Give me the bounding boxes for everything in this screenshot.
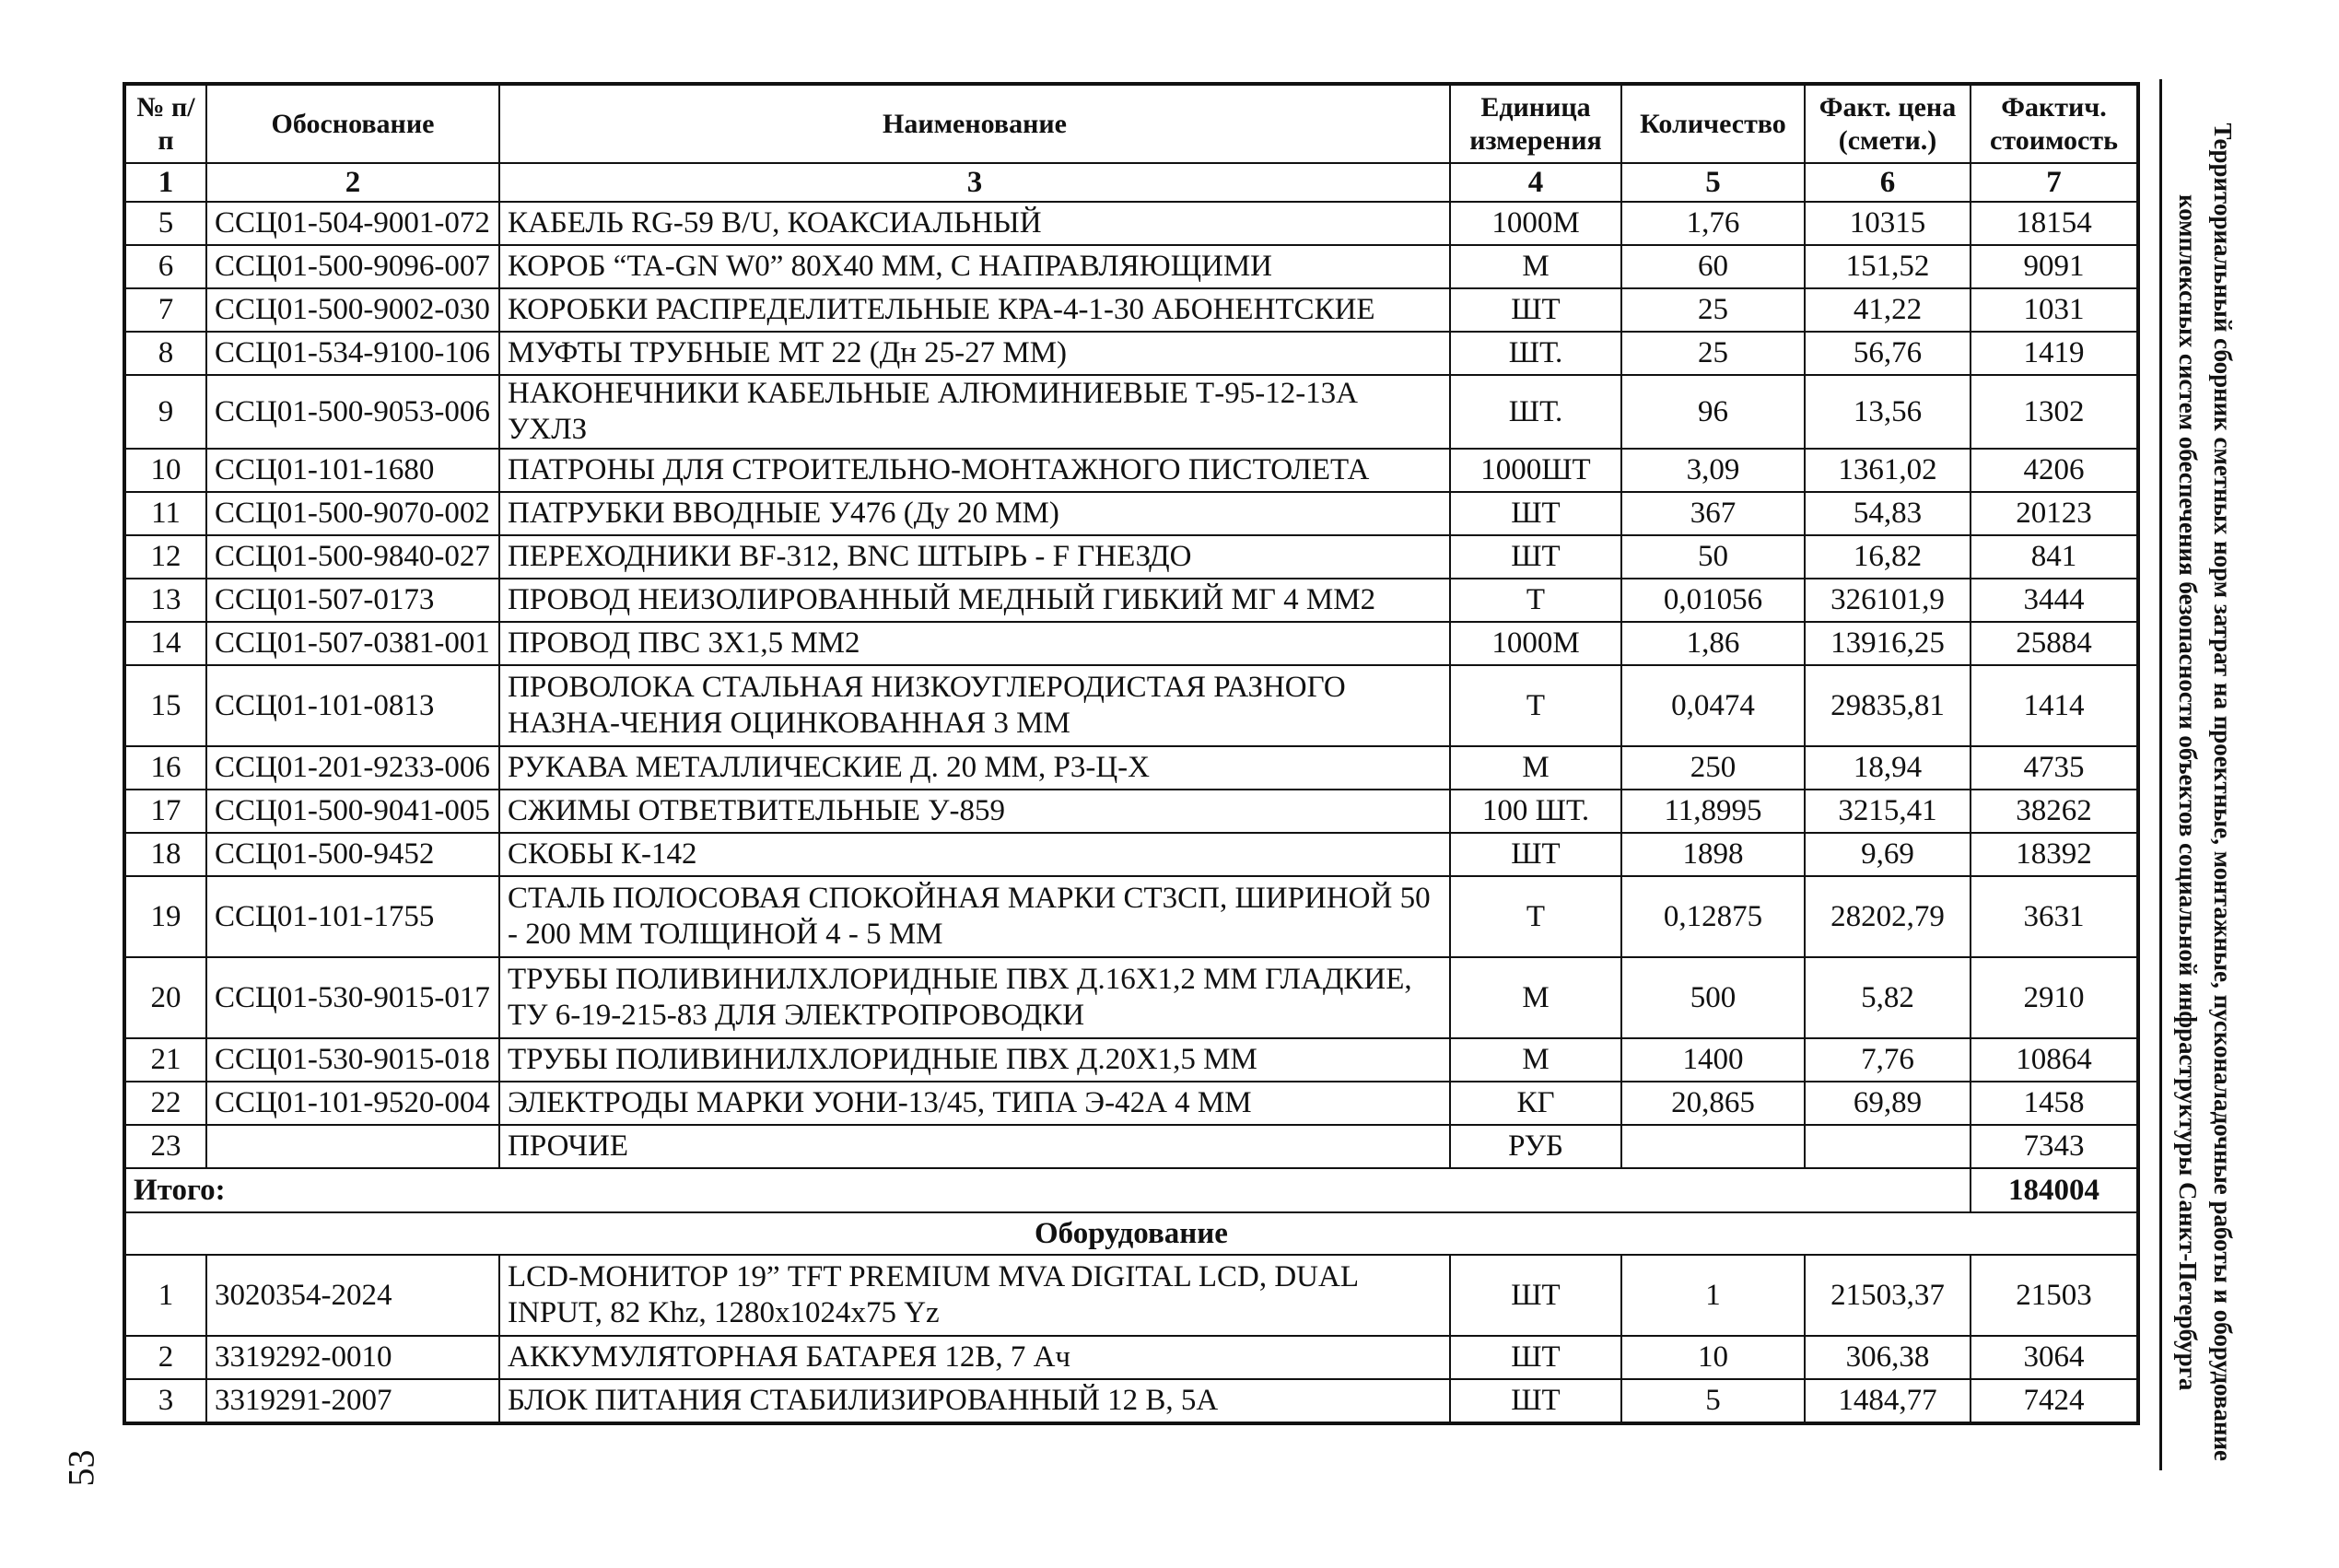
row-price: 13,56 bbox=[1805, 375, 1971, 449]
row-number: 17 bbox=[124, 790, 206, 833]
row-price: 326101,9 bbox=[1805, 579, 1971, 622]
row-unit: 1000М bbox=[1450, 202, 1621, 245]
side-title-line-1: Территориальный сборник сметных норм затрат на проектные, монтажные, пусконаладочные работы и оборудование bbox=[2209, 123, 2237, 1461]
row-unit: ШТ bbox=[1450, 1255, 1621, 1336]
row-number: 7 bbox=[124, 288, 206, 332]
row-basis: ССЦ01-530-9015-018 bbox=[206, 1038, 499, 1082]
table-row bbox=[124, 790, 2138, 833]
row-number: 11 bbox=[124, 492, 206, 535]
row-cost: 25884 bbox=[1971, 622, 2138, 665]
column-index: 4 bbox=[1450, 163, 1621, 202]
estimate-table bbox=[123, 82, 2140, 1425]
column-index-row bbox=[124, 163, 2138, 202]
row-cost: 1414 bbox=[1971, 665, 2138, 746]
row-quantity: 0,12875 bbox=[1621, 876, 1805, 957]
section-title: Оборудование bbox=[124, 1212, 2138, 1255]
row-name: ТРУБЫ ПОЛИВИНИЛХЛОРИДНЫЕ ПВХ Д.16Х1,2 ММ ГЛАДКИЕ, ТУ 6-19-215-83 ДЛЯ ЭЛЕКТРОПРОВОДКИ bbox=[499, 957, 1450, 1038]
row-basis: ССЦ01-101-9520-004 bbox=[206, 1082, 499, 1125]
row-basis: ССЦ01-500-9041-005 bbox=[206, 790, 499, 833]
row-name: ПРОВОЛОКА СТАЛЬНАЯ НИЗКОУГЛЕРОДИСТАЯ РАЗНОГО НАЗНА-ЧЕНИЯ ОЦИНКОВАННАЯ 3 ММ bbox=[499, 665, 1450, 746]
row-quantity: 1898 bbox=[1621, 833, 1805, 876]
row-price: 13916,25 bbox=[1805, 622, 1971, 665]
table-row bbox=[124, 332, 2138, 375]
table-row bbox=[124, 1082, 2138, 1125]
table-row bbox=[124, 957, 2138, 1038]
row-price: 54,83 bbox=[1805, 492, 1971, 535]
row-cost: 4206 bbox=[1971, 449, 2138, 492]
row-name: КОРОБ “TA-GN W0” 80Х40 ММ, С НАПРАВЛЯЮЩИМИ bbox=[499, 245, 1450, 288]
row-basis: ССЦ01-500-9053-006 bbox=[206, 375, 499, 449]
row-basis: ССЦ01-504-9001-072 bbox=[206, 202, 499, 245]
row-number: 9 bbox=[124, 375, 206, 449]
table-row bbox=[124, 833, 2138, 876]
row-number: 23 bbox=[124, 1125, 206, 1168]
table-row bbox=[124, 245, 2138, 288]
header-row bbox=[124, 84, 2138, 163]
row-basis: ССЦ01-500-9070-002 bbox=[206, 492, 499, 535]
row-basis: ССЦ01-101-0813 bbox=[206, 665, 499, 746]
row-name: РУКАВА МЕТАЛЛИЧЕСКИЕ Д. 20 ММ, Р3-Ц-Х bbox=[499, 746, 1450, 790]
row-quantity: 25 bbox=[1621, 288, 1805, 332]
row-name: СТАЛЬ ПОЛОСОВАЯ СПОКОЙНАЯ МАРКИ СТ3СП, ШИРИНОЙ 50 - 200 ММ ТОЛЩИНОЙ 4 - 5 ММ bbox=[499, 876, 1450, 957]
row-price: 1484,77 bbox=[1805, 1379, 1971, 1423]
row-name: НАКОНЕЧНИКИ КАБЕЛЬНЫЕ АЛЮМИНИЕВЫЕ Т-95-12-13А УХЛЗ bbox=[499, 375, 1450, 449]
header-cell: Количество bbox=[1621, 84, 1805, 163]
row-basis: 3319291-2007 bbox=[206, 1379, 499, 1423]
row-cost: 38262 bbox=[1971, 790, 2138, 833]
row-price: 56,76 bbox=[1805, 332, 1971, 375]
column-index: 5 bbox=[1621, 163, 1805, 202]
row-quantity bbox=[1621, 1125, 1805, 1168]
row-price: 18,94 bbox=[1805, 746, 1971, 790]
row-cost: 1419 bbox=[1971, 332, 2138, 375]
column-index: 1 bbox=[124, 163, 206, 202]
header-cell: Фактич. стоимость bbox=[1971, 84, 2138, 163]
side-title-line-2: комплексных систем обеспечения безопасности объектов социальной инфраструктуры Санкт-Петербурга bbox=[2174, 194, 2202, 1391]
row-cost: 18392 bbox=[1971, 833, 2138, 876]
row-unit: ШТ bbox=[1450, 288, 1621, 332]
row-basis: ССЦ01-534-9100-106 bbox=[206, 332, 499, 375]
row-number: 15 bbox=[124, 665, 206, 746]
row-quantity: 1,76 bbox=[1621, 202, 1805, 245]
row-name: ПЕРЕХОДНИКИ BF-312, BNC ШТЫРЬ - F ГНЕЗДО bbox=[499, 535, 1450, 579]
row-cost: 7343 bbox=[1971, 1125, 2138, 1168]
row-price: 3215,41 bbox=[1805, 790, 1971, 833]
row-unit: КГ bbox=[1450, 1082, 1621, 1125]
row-name: СКОБЫ К-142 bbox=[499, 833, 1450, 876]
row-cost: 18154 bbox=[1971, 202, 2138, 245]
column-index: 2 bbox=[206, 163, 499, 202]
row-basis: ССЦ01-101-1755 bbox=[206, 876, 499, 957]
row-cost: 3631 bbox=[1971, 876, 2138, 957]
side-divider-line bbox=[2159, 79, 2162, 1470]
row-basis: ССЦ01-500-9096-007 bbox=[206, 245, 499, 288]
row-unit: 1000ШТ bbox=[1450, 449, 1621, 492]
row-cost: 9091 bbox=[1971, 245, 2138, 288]
header-cell: Наименование bbox=[499, 84, 1450, 163]
row-quantity: 250 bbox=[1621, 746, 1805, 790]
row-name: ПАТРОНЫ ДЛЯ СТРОИТЕЛЬНО-МОНТАЖНОГО ПИСТОЛЕТА bbox=[499, 449, 1450, 492]
row-cost: 1302 bbox=[1971, 375, 2138, 449]
table-row bbox=[124, 1038, 2138, 1082]
row-cost: 10864 bbox=[1971, 1038, 2138, 1082]
row-quantity: 0,0474 bbox=[1621, 665, 1805, 746]
row-basis: ССЦ01-101-1680 bbox=[206, 449, 499, 492]
table-row bbox=[124, 665, 2138, 746]
row-basis: ССЦ01-500-9840-027 bbox=[206, 535, 499, 579]
row-number: 18 bbox=[124, 833, 206, 876]
table-row bbox=[124, 1255, 2138, 1336]
row-price: 28202,79 bbox=[1805, 876, 1971, 957]
header-cell: № п/п bbox=[124, 84, 206, 163]
row-unit: ШТ. bbox=[1450, 332, 1621, 375]
table-row bbox=[124, 1336, 2138, 1379]
row-unit: РУБ bbox=[1450, 1125, 1621, 1168]
section-row bbox=[124, 1212, 2138, 1255]
row-price: 9,69 bbox=[1805, 833, 1971, 876]
table-row bbox=[124, 202, 2138, 245]
row-price: 29835,81 bbox=[1805, 665, 1971, 746]
table-row bbox=[124, 622, 2138, 665]
row-quantity: 25 bbox=[1621, 332, 1805, 375]
total-label: Итого: bbox=[124, 1168, 1971, 1212]
row-unit: М bbox=[1450, 746, 1621, 790]
row-basis: ССЦ01-500-9002-030 bbox=[206, 288, 499, 332]
row-quantity: 60 bbox=[1621, 245, 1805, 288]
table-row bbox=[124, 535, 2138, 579]
row-number: 21 bbox=[124, 1038, 206, 1082]
row-number: 22 bbox=[124, 1082, 206, 1125]
row-name: АККУМУЛЯТОРНАЯ БАТАРЕЯ 12В, 7 Ач bbox=[499, 1336, 1450, 1379]
row-price: 306,38 bbox=[1805, 1336, 1971, 1379]
row-price: 151,52 bbox=[1805, 245, 1971, 288]
row-name: ЭЛЕКТРОДЫ МАРКИ УОНИ-13/45, ТИПА Э-42А 4 ММ bbox=[499, 1082, 1450, 1125]
row-unit: ШТ bbox=[1450, 833, 1621, 876]
row-unit: ШТ bbox=[1450, 1336, 1621, 1379]
row-name: БЛОК ПИТАНИЯ СТАБИЛИЗИРОВАННЫЙ 12 В, 5А bbox=[499, 1379, 1450, 1423]
table-row bbox=[124, 1379, 2138, 1423]
row-cost: 20123 bbox=[1971, 492, 2138, 535]
column-index: 7 bbox=[1971, 163, 2138, 202]
row-cost: 1031 bbox=[1971, 288, 2138, 332]
header-cell: Факт. цена (смети.) bbox=[1805, 84, 1971, 163]
row-quantity: 11,8995 bbox=[1621, 790, 1805, 833]
row-basis: ССЦ01-530-9015-017 bbox=[206, 957, 499, 1038]
total-row bbox=[124, 1168, 2138, 1212]
row-name: ПРОВОД ПВС 3Х1,5 ММ2 bbox=[499, 622, 1450, 665]
row-quantity: 50 bbox=[1621, 535, 1805, 579]
row-name: КОРОБКИ РАСПРЕДЕЛИТЕЛЬНЫЕ КРА-4-1-30 АБОНЕНТСКИЕ bbox=[499, 288, 1450, 332]
row-price bbox=[1805, 1125, 1971, 1168]
table-row bbox=[124, 288, 2138, 332]
row-number: 16 bbox=[124, 746, 206, 790]
row-name: КАБЕЛЬ RG-59 B/U, КОАКСИАЛЬНЫЙ bbox=[499, 202, 1450, 245]
row-quantity: 367 bbox=[1621, 492, 1805, 535]
row-unit: Т bbox=[1450, 579, 1621, 622]
row-number: 14 bbox=[124, 622, 206, 665]
row-name: МУФТЫ ТРУБНЫЕ МТ 22 (Дн 25-27 ММ) bbox=[499, 332, 1450, 375]
header-cell: Единица измерения bbox=[1450, 84, 1621, 163]
row-number: 12 bbox=[124, 535, 206, 579]
row-quantity: 3,09 bbox=[1621, 449, 1805, 492]
row-price: 1361,02 bbox=[1805, 449, 1971, 492]
materials-body bbox=[124, 202, 2138, 1168]
row-price: 5,82 bbox=[1805, 957, 1971, 1038]
table-row bbox=[124, 1125, 2138, 1168]
row-unit: М bbox=[1450, 957, 1621, 1038]
row-price: 69,89 bbox=[1805, 1082, 1971, 1125]
row-cost: 21503 bbox=[1971, 1255, 2138, 1336]
row-unit: ШТ bbox=[1450, 492, 1621, 535]
row-quantity: 1400 bbox=[1621, 1038, 1805, 1082]
row-price: 16,82 bbox=[1805, 535, 1971, 579]
row-cost: 2910 bbox=[1971, 957, 2138, 1038]
row-cost: 3064 bbox=[1971, 1336, 2138, 1379]
row-cost: 7424 bbox=[1971, 1379, 2138, 1423]
row-unit: М bbox=[1450, 1038, 1621, 1082]
total-body bbox=[124, 1168, 2138, 1255]
table-row bbox=[124, 492, 2138, 535]
row-number: 20 bbox=[124, 957, 206, 1038]
row-price: 41,22 bbox=[1805, 288, 1971, 332]
column-index: 6 bbox=[1805, 163, 1971, 202]
row-price: 21503,37 bbox=[1805, 1255, 1971, 1336]
row-number: 5 bbox=[124, 202, 206, 245]
equipment-body bbox=[124, 1255, 2138, 1423]
row-name: ТРУБЫ ПОЛИВИНИЛХЛОРИДНЫЕ ПВХ Д.20Х1,5 ММ bbox=[499, 1038, 1450, 1082]
row-name: СЖИМЫ ОТВЕТВИТЕЛЬНЫЕ У-859 bbox=[499, 790, 1450, 833]
row-unit: 100 ШТ. bbox=[1450, 790, 1621, 833]
row-number: 19 bbox=[124, 876, 206, 957]
table-row bbox=[124, 876, 2138, 957]
row-unit: ШТ. bbox=[1450, 375, 1621, 449]
column-index: 3 bbox=[499, 163, 1450, 202]
row-cost: 841 bbox=[1971, 535, 2138, 579]
row-basis: 3020354-2024 bbox=[206, 1255, 499, 1336]
row-unit: М bbox=[1450, 245, 1621, 288]
row-basis: 3319292-0010 bbox=[206, 1336, 499, 1379]
row-name: ПРОВОД НЕИЗОЛИРОВАННЫЙ МЕДНЫЙ ГИБКИЙ МГ 4 ММ2 bbox=[499, 579, 1450, 622]
row-unit: Т bbox=[1450, 876, 1621, 957]
table-row bbox=[124, 746, 2138, 790]
table-row bbox=[124, 579, 2138, 622]
row-quantity: 96 bbox=[1621, 375, 1805, 449]
row-price: 10315 bbox=[1805, 202, 1971, 245]
row-unit: Т bbox=[1450, 665, 1621, 746]
row-name: ПРОЧИЕ bbox=[499, 1125, 1450, 1168]
row-basis: ССЦ01-500-9452 bbox=[206, 833, 499, 876]
row-quantity: 0,01056 bbox=[1621, 579, 1805, 622]
table-row bbox=[124, 375, 2138, 449]
row-cost: 3444 bbox=[1971, 579, 2138, 622]
row-number: 6 bbox=[124, 245, 206, 288]
row-name: LCD-МОНИТОР 19” TFT PREMIUM MVA DIGITAL LCD, DUAL INPUT, 82 Khz, 1280х1024х75 Yz bbox=[499, 1255, 1450, 1336]
row-basis: ССЦ01-201-9233-006 bbox=[206, 746, 499, 790]
row-number: 3 bbox=[124, 1379, 206, 1423]
row-unit: ШТ bbox=[1450, 1379, 1621, 1423]
row-unit: ШТ bbox=[1450, 535, 1621, 579]
row-number: 8 bbox=[124, 332, 206, 375]
row-basis: ССЦ01-507-0381-001 bbox=[206, 622, 499, 665]
row-number: 1 bbox=[124, 1255, 206, 1336]
row-unit: 1000М bbox=[1450, 622, 1621, 665]
total-value: 184004 bbox=[1971, 1168, 2138, 1212]
page-number: 53 bbox=[60, 1449, 102, 1487]
row-basis bbox=[206, 1125, 499, 1168]
row-quantity: 5 bbox=[1621, 1379, 1805, 1423]
row-number: 13 bbox=[124, 579, 206, 622]
row-name: ПАТРУБКИ ВВОДНЫЕ У476 (Ду 20 ММ) bbox=[499, 492, 1450, 535]
row-quantity: 1 bbox=[1621, 1255, 1805, 1336]
row-quantity: 20,865 bbox=[1621, 1082, 1805, 1125]
row-cost: 4735 bbox=[1971, 746, 2138, 790]
row-quantity: 500 bbox=[1621, 957, 1805, 1038]
row-quantity: 1,86 bbox=[1621, 622, 1805, 665]
row-number: 10 bbox=[124, 449, 206, 492]
table-row bbox=[124, 449, 2138, 492]
row-cost: 1458 bbox=[1971, 1082, 2138, 1125]
row-number: 2 bbox=[124, 1336, 206, 1379]
header-cell: Обоснование bbox=[206, 84, 499, 163]
row-price: 7,76 bbox=[1805, 1038, 1971, 1082]
row-basis: ССЦ01-507-0173 bbox=[206, 579, 499, 622]
row-quantity: 10 bbox=[1621, 1336, 1805, 1379]
